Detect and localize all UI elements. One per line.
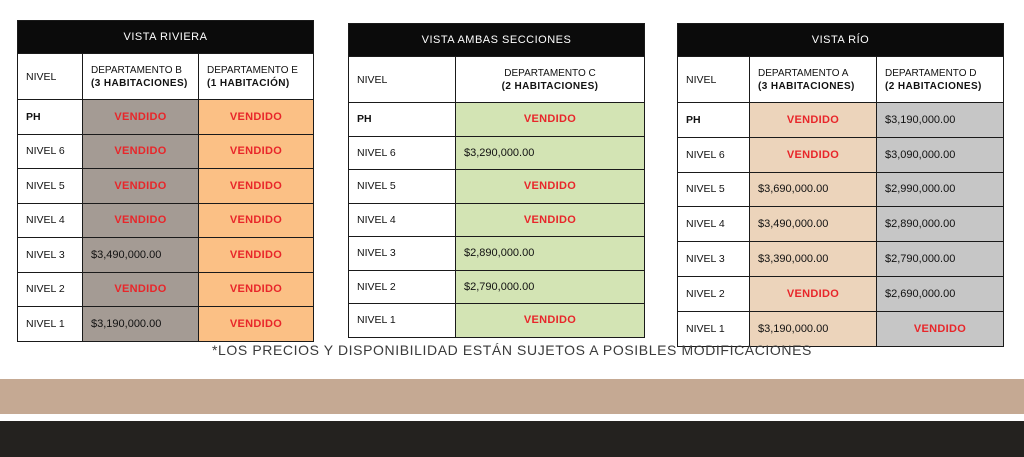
header-departamento-b: DEPARTAMENTO B (3 HABITACIONES): [82, 54, 198, 99]
table-row: [678, 137, 1003, 172]
price-value: $3,490,000.00: [82, 238, 198, 272]
level-label: NIVEL 4: [357, 213, 396, 226]
table-title: VISTA RÍO: [678, 24, 1003, 56]
level-label: NIVEL 6: [26, 145, 65, 158]
price-value: $3,190,000.00: [876, 103, 1003, 137]
level-label: NIVEL 3: [26, 248, 65, 261]
sold-status: VENDIDO: [749, 277, 876, 311]
level-label: PH: [357, 113, 372, 126]
level-label: NIVEL 2: [686, 287, 725, 300]
sold-status: VENDIDO: [198, 204, 313, 238]
sold-status: VENDIDO: [749, 103, 876, 137]
table-row: [678, 172, 1003, 207]
sold-status: VENDIDO: [82, 204, 198, 238]
table-row: [678, 311, 1003, 346]
sold-status: VENDIDO: [455, 204, 644, 237]
table-title: VISTA AMBAS SECCIONES: [349, 24, 644, 56]
footer-bar: [0, 421, 1024, 457]
header-nivel: NIVEL: [686, 73, 717, 86]
price-value: $3,490,000.00: [749, 207, 876, 241]
table-row: [349, 236, 644, 270]
table-row: [349, 203, 644, 237]
sold-status: VENDIDO: [198, 100, 313, 134]
sold-status: VENDIDO: [82, 100, 198, 134]
table-row: [349, 270, 644, 304]
sold-status: VENDIDO: [198, 135, 313, 169]
level-label: NIVEL 5: [686, 183, 725, 196]
decorative-band: [0, 379, 1024, 414]
price-value: $2,690,000.00: [876, 277, 1003, 311]
price-value: $3,690,000.00: [749, 173, 876, 207]
level-label: NIVEL 2: [357, 280, 396, 293]
header-departamento-d: DEPARTAMENTO D (2 HABITACIONES): [876, 57, 1003, 102]
header-nivel: NIVEL: [357, 73, 388, 86]
table-title: VISTA RIVIERA: [18, 21, 313, 53]
price-value: $3,190,000.00: [749, 312, 876, 346]
price-value: $3,290,000.00: [455, 137, 644, 170]
sold-status: VENDIDO: [455, 304, 644, 337]
sold-status: VENDIDO: [82, 169, 198, 203]
table-row: [18, 272, 313, 307]
level-label: NIVEL 3: [357, 247, 396, 260]
price-value: $2,790,000.00: [876, 242, 1003, 276]
level-label: PH: [26, 110, 41, 123]
sold-status: VENDIDO: [455, 103, 644, 136]
table-row: [18, 203, 313, 238]
level-label: NIVEL 2: [26, 283, 65, 296]
level-label: NIVEL 1: [357, 314, 396, 327]
header-nivel: NIVEL: [26, 70, 57, 83]
level-label: NIVEL 1: [686, 322, 725, 335]
level-label: NIVEL 5: [26, 179, 65, 192]
price-value: $2,790,000.00: [455, 271, 644, 304]
sold-status: VENDIDO: [455, 170, 644, 203]
table-vista-ambas-secciones: [348, 23, 645, 338]
sold-status: VENDIDO: [198, 238, 313, 272]
table-row: [678, 276, 1003, 311]
level-label: NIVEL 4: [26, 214, 65, 227]
price-value: $2,890,000.00: [455, 237, 644, 270]
price-value: $3,190,000.00: [82, 307, 198, 341]
table-vista-riviera: [17, 20, 314, 342]
level-label: NIVEL 3: [686, 253, 725, 266]
sold-status: VENDIDO: [198, 169, 313, 203]
table-row: [18, 237, 313, 272]
header-departamento-e: DEPARTAMENTO E (1 HABITACIÓN): [198, 54, 313, 99]
header-departamento-c: DEPARTAMENTO C (2 HABITACIONES): [455, 57, 644, 102]
table-row: [678, 241, 1003, 276]
sold-status: VENDIDO: [749, 138, 876, 172]
sold-status: VENDIDO: [82, 135, 198, 169]
table-vista-rio: [677, 23, 1004, 347]
table-row: [678, 206, 1003, 241]
table-row: [678, 102, 1003, 137]
level-label: NIVEL 6: [357, 146, 396, 159]
level-label: NIVEL 4: [686, 218, 725, 231]
price-value: $2,890,000.00: [876, 207, 1003, 241]
table-row: [349, 102, 644, 136]
table-row: [18, 134, 313, 169]
level-label: NIVEL 1: [26, 317, 65, 330]
table-row: [349, 169, 644, 203]
price-value: $3,090,000.00: [876, 138, 1003, 172]
disclaimer-note: *LOS PRECIOS Y DISPONIBILIDAD ESTÁN SUJETOS A POSIBLES MODIFICACIONES: [211, 342, 812, 358]
price-value: $2,990,000.00: [876, 173, 1003, 207]
sold-status: VENDIDO: [82, 273, 198, 307]
level-label: NIVEL 5: [357, 180, 396, 193]
sold-status: VENDIDO: [198, 307, 313, 341]
table-row: [18, 99, 313, 134]
table-row: [18, 168, 313, 203]
price-value: $3,390,000.00: [749, 242, 876, 276]
sold-status: VENDIDO: [876, 312, 1003, 346]
table-row: [18, 306, 313, 341]
table-row: [349, 303, 644, 337]
table-row: [349, 136, 644, 170]
level-label: PH: [686, 113, 701, 126]
header-departamento-a: DEPARTAMENTO A (3 HABITACIONES): [749, 57, 876, 102]
sold-status: VENDIDO: [198, 273, 313, 307]
level-label: NIVEL 6: [686, 148, 725, 161]
